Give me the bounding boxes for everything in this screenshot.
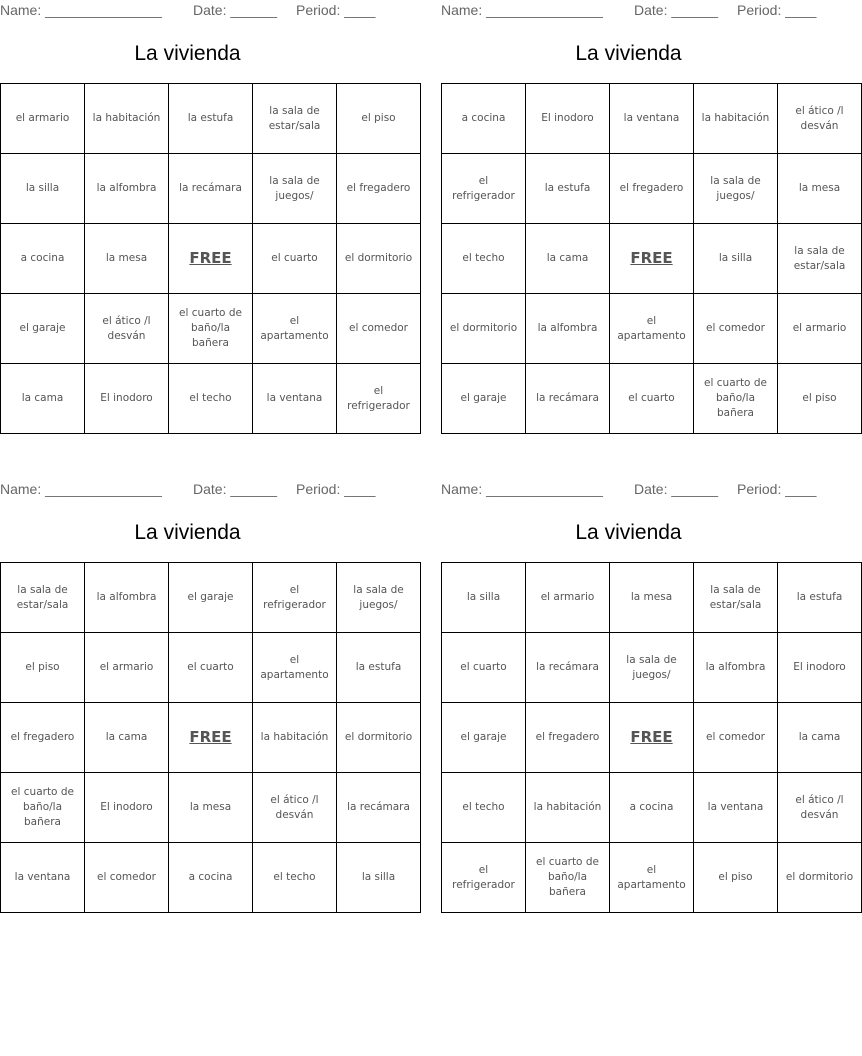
- bingo-cell[interactable]: El inodoro: [85, 364, 169, 434]
- bingo-cell[interactable]: el piso: [337, 84, 421, 154]
- bingo-cell[interactable]: la cama: [526, 224, 610, 294]
- bingo-cell[interactable]: la ventana: [253, 364, 337, 434]
- date-field[interactable]: Date: ______: [634, 481, 719, 497]
- bingo-cell[interactable]: el garaje: [1, 294, 85, 364]
- bingo-row: [1, 294, 421, 364]
- bingo-cell[interactable]: la recámara: [169, 154, 253, 224]
- bingo-cell[interactable]: el armario: [1, 84, 85, 154]
- date-field[interactable]: Date: ______: [193, 481, 278, 497]
- bingo-card-1: [0, 0, 413, 430]
- name-field[interactable]: Name: _______________: [0, 2, 162, 18]
- bingo-cell[interactable]: a cocina: [610, 773, 694, 843]
- bingo-cell[interactable]: la recámara: [526, 633, 610, 703]
- card-title: La vivienda: [134, 521, 241, 544]
- bingo-row: [442, 224, 862, 294]
- bingo-cell[interactable]: el fregadero: [610, 154, 694, 224]
- bingo-grid: [441, 562, 862, 913]
- bingo-cell[interactable]: la ventana: [694, 773, 778, 843]
- bingo-cell[interactable]: el cuarto de baño/la bañera: [169, 294, 253, 364]
- bingo-cell[interactable]: la alfombra: [694, 633, 778, 703]
- bingo-cell[interactable]: la habitación: [526, 773, 610, 843]
- bingo-cell[interactable]: el dormitorio: [337, 703, 421, 773]
- bingo-cell[interactable]: la alfombra: [85, 563, 169, 633]
- bingo-cell[interactable]: el comedor: [337, 294, 421, 364]
- bingo-cell[interactable]: el techo: [442, 224, 526, 294]
- bingo-cell[interactable]: El inodoro: [526, 84, 610, 154]
- bingo-cell[interactable]: el armario: [778, 294, 862, 364]
- bingo-cell[interactable]: el cuarto de baño/la bañera: [694, 364, 778, 434]
- name-field[interactable]: Name: _______________: [441, 2, 603, 18]
- bingo-cell[interactable]: el refrigerador: [337, 364, 421, 434]
- free-space-cell[interactable]: FREE: [169, 703, 253, 773]
- bingo-cell[interactable]: el apartamento: [253, 633, 337, 703]
- bingo-cell[interactable]: la sala de juegos/: [610, 633, 694, 703]
- bingo-cell[interactable]: el cuarto: [253, 224, 337, 294]
- bingo-cell[interactable]: la mesa: [610, 563, 694, 633]
- bingo-cell[interactable]: la sala de estar/sala: [778, 224, 862, 294]
- bingo-cell[interactable]: la ventana: [1, 843, 85, 913]
- bingo-cell[interactable]: el apartamento: [610, 294, 694, 364]
- bingo-row: [442, 843, 862, 913]
- bingo-row: [1, 633, 421, 703]
- free-space-cell[interactable]: FREE: [610, 224, 694, 294]
- bingo-cell[interactable]: la sala de juegos/: [694, 154, 778, 224]
- bingo-row: [1, 364, 421, 434]
- bingo-cell[interactable]: la sala de juegos/: [253, 154, 337, 224]
- bingo-cell[interactable]: el dormitorio: [442, 294, 526, 364]
- bingo-row: [442, 84, 862, 154]
- bingo-cell[interactable]: a cocina: [1, 224, 85, 294]
- bingo-cell[interactable]: el apartamento: [610, 843, 694, 913]
- bingo-card-2: [441, 0, 847, 430]
- bingo-cell[interactable]: el cuarto de baño/la bañera: [1, 773, 85, 843]
- bingo-cell[interactable]: el garaje: [442, 364, 526, 434]
- bingo-cell[interactable]: el apartamento: [253, 294, 337, 364]
- card-title: La vivienda: [575, 42, 682, 65]
- bingo-row: [442, 563, 862, 633]
- bingo-cell[interactable]: la habitación: [694, 84, 778, 154]
- period-field[interactable]: Period: ____: [296, 2, 376, 18]
- bingo-cell[interactable]: el dormitorio: [337, 224, 421, 294]
- bingo-cell[interactable]: la habitación: [85, 84, 169, 154]
- bingo-cell[interactable]: la estufa: [526, 154, 610, 224]
- bingo-cell[interactable]: a cocina: [169, 843, 253, 913]
- bingo-cell[interactable]: la recámara: [337, 773, 421, 843]
- bingo-cell[interactable]: el garaje: [169, 563, 253, 633]
- bingo-row: [442, 364, 862, 434]
- period-field[interactable]: Period: ____: [737, 2, 817, 18]
- bingo-cell[interactable]: el refrigerador: [253, 563, 337, 633]
- bingo-cell[interactable]: la alfombra: [85, 154, 169, 224]
- bingo-cell[interactable]: el techo: [169, 364, 253, 434]
- bingo-cell[interactable]: la cama: [1, 364, 85, 434]
- bingo-cell[interactable]: la estufa: [169, 84, 253, 154]
- bingo-cell[interactable]: el piso: [1, 633, 85, 703]
- bingo-cell[interactable]: la sala de estar/sala: [253, 84, 337, 154]
- name-field[interactable]: Name: _______________: [441, 481, 603, 497]
- date-field[interactable]: Date: ______: [193, 2, 278, 18]
- bingo-row: [442, 633, 862, 703]
- bingo-cell[interactable]: la silla: [442, 563, 526, 633]
- bingo-card-4: [441, 479, 854, 909]
- bingo-cell[interactable]: El inodoro: [85, 773, 169, 843]
- free-space-cell[interactable]: FREE: [610, 703, 694, 773]
- bingo-card-3: [0, 479, 413, 909]
- bingo-grid: [441, 83, 862, 434]
- bingo-cell[interactable]: la alfombra: [526, 294, 610, 364]
- bingo-cell[interactable]: El inodoro: [778, 633, 862, 703]
- bingo-cell[interactable]: la silla: [337, 843, 421, 913]
- bingo-row: [1, 224, 421, 294]
- bingo-row: [1, 773, 421, 843]
- bingo-cell[interactable]: la sala de estar/sala: [1, 563, 85, 633]
- bingo-cell[interactable]: el comedor: [694, 703, 778, 773]
- bingo-row: [1, 84, 421, 154]
- student-info-header: [0, 2, 375, 20]
- bingo-cell[interactable]: la estufa: [337, 633, 421, 703]
- bingo-row: [1, 154, 421, 224]
- bingo-cell[interactable]: la habitación: [253, 703, 337, 773]
- bingo-row: [442, 703, 862, 773]
- bingo-cell[interactable]: la mesa: [778, 154, 862, 224]
- bingo-cell[interactable]: la mesa: [169, 773, 253, 843]
- bingo-cell[interactable]: el piso: [694, 843, 778, 913]
- bingo-cell[interactable]: la ventana: [610, 84, 694, 154]
- period-field[interactable]: Period: ____: [737, 481, 817, 497]
- bingo-cell[interactable]: la recámara: [526, 364, 610, 434]
- bingo-row: [442, 773, 862, 843]
- bingo-cell[interactable]: el cuarto de baño/la bañera: [526, 843, 610, 913]
- date-field[interactable]: Date: ______: [634, 2, 719, 18]
- bingo-cell[interactable]: la silla: [694, 224, 778, 294]
- card-title: La vivienda: [575, 521, 682, 544]
- bingo-cell[interactable]: la sala de estar/sala: [694, 563, 778, 633]
- bingo-cell[interactable]: el refrigerador: [442, 154, 526, 224]
- bingo-cell[interactable]: la sala de juegos/: [337, 563, 421, 633]
- bingo-cell[interactable]: el refrigerador: [442, 843, 526, 913]
- bingo-cell[interactable]: el comedor: [85, 843, 169, 913]
- bingo-grid: [0, 562, 421, 913]
- bingo-cell[interactable]: la estufa: [778, 563, 862, 633]
- student-info-header: [0, 481, 375, 499]
- bingo-cell[interactable]: el cuarto: [169, 633, 253, 703]
- bingo-cell[interactable]: el dormitorio: [778, 843, 862, 913]
- period-field[interactable]: Period: ____: [296, 481, 376, 497]
- bingo-row: [442, 154, 862, 224]
- bingo-cell[interactable]: el armario: [526, 563, 610, 633]
- bingo-row: [1, 563, 421, 633]
- bingo-row: [442, 294, 862, 364]
- bingo-cell[interactable]: el garaje: [442, 703, 526, 773]
- bingo-grid: [0, 83, 421, 434]
- bingo-cell[interactable]: el ático /l desván: [778, 773, 862, 843]
- bingo-cell[interactable]: el cuarto: [610, 364, 694, 434]
- bingo-row: [1, 703, 421, 773]
- bingo-cell[interactable]: el ático /l desván: [253, 773, 337, 843]
- bingo-cell[interactable]: el ático /l desván: [85, 294, 169, 364]
- bingo-cell[interactable]: el fregadero: [526, 703, 610, 773]
- student-info-header: [441, 481, 816, 499]
- bingo-row: [1, 843, 421, 913]
- free-space-cell[interactable]: FREE: [169, 224, 253, 294]
- bingo-cell[interactable]: el armario: [85, 633, 169, 703]
- bingo-cell[interactable]: la mesa: [85, 224, 169, 294]
- bingo-cell[interactable]: el piso: [778, 364, 862, 434]
- bingo-cell[interactable]: a cocina: [442, 84, 526, 154]
- bingo-cell[interactable]: el fregadero: [337, 154, 421, 224]
- bingo-cell[interactable]: el techo: [253, 843, 337, 913]
- card-title: La vivienda: [134, 42, 241, 65]
- bingo-cell[interactable]: la silla: [1, 154, 85, 224]
- bingo-cell[interactable]: la cama: [778, 703, 862, 773]
- bingo-cell[interactable]: el ático /l desván: [778, 84, 862, 154]
- bingo-cell[interactable]: el cuarto: [442, 633, 526, 703]
- bingo-cell[interactable]: el fregadero: [1, 703, 85, 773]
- bingo-cell[interactable]: la cama: [85, 703, 169, 773]
- bingo-cell[interactable]: el comedor: [694, 294, 778, 364]
- name-field[interactable]: Name: _______________: [0, 481, 162, 497]
- bingo-cell[interactable]: el techo: [442, 773, 526, 843]
- student-info-header: [441, 2, 816, 20]
